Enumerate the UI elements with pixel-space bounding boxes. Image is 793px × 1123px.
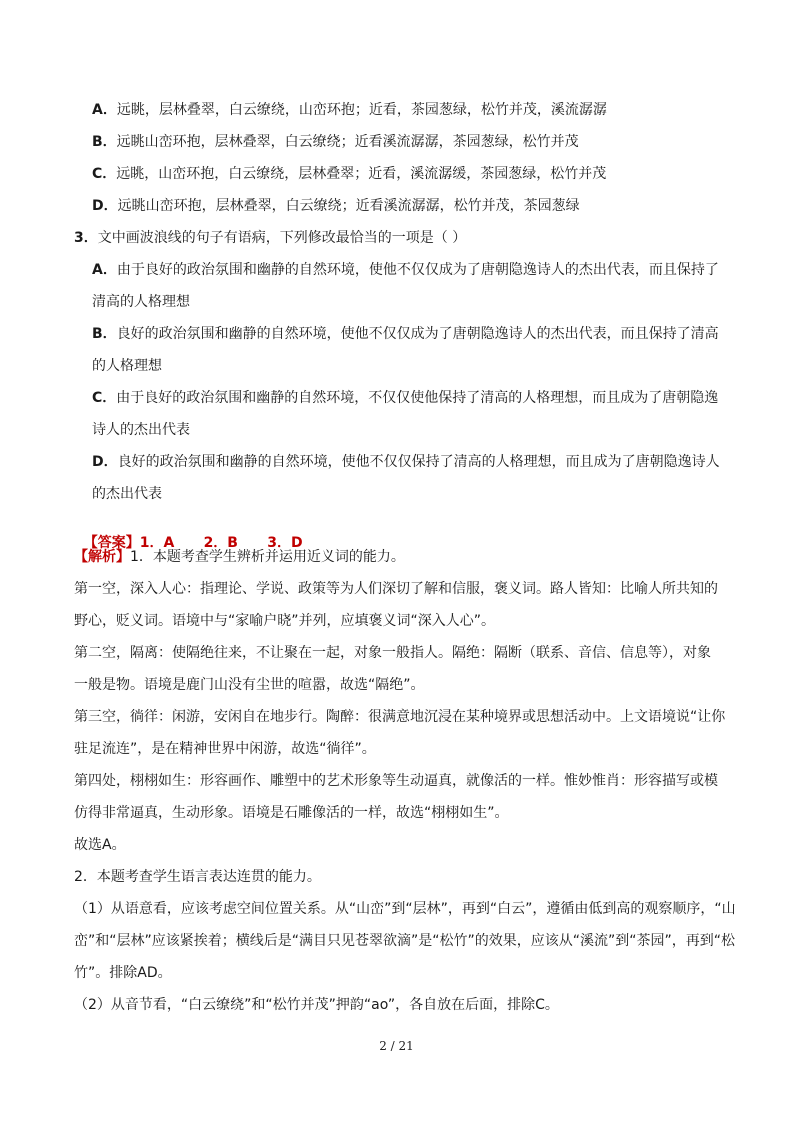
option-letter: A．	[92, 262, 117, 278]
answer-label: 【答案】	[83, 535, 140, 551]
analysis-paragraph-line: 第一空，深入人心：指理论、学说、政策等为人们深切了解和信服，褒义词。路人皆知：比喻人所共知的	[74, 581, 718, 597]
option-letter: C．	[92, 390, 117, 406]
option-letter: A．	[92, 102, 117, 118]
page-number: 2 / 21	[379, 1039, 414, 1053]
option-letter: D．	[92, 454, 118, 470]
analysis-paragraph-line: 仿得非常逼真，生动形象。语境是石雕像活的一样，故选“栩栩如生”。	[74, 805, 509, 821]
analysis-heading	[74, 548, 405, 566]
q3-option-d	[92, 453, 720, 471]
q3-option-c-cont: 诗人的杰出代表	[92, 422, 190, 438]
analysis-label: 【解析】	[74, 549, 130, 565]
analysis-paragraph-line: 一般是物。语境是鹿门山没有尘世的喧嚣，故选“隔绝”。	[74, 677, 425, 693]
option-letter: C．	[92, 166, 117, 182]
q2-analysis-line: （1）从语意看，应该考虑空间位置关系。从“山峦”到“层林”，再到“白云”，遵循由低到高的观察顺序，“山	[74, 901, 736, 917]
analysis-paragraph-line: 驻足流连”，是在精神世界中闲游，故选“徜徉”。	[74, 741, 376, 757]
question-number: 3．	[74, 230, 98, 246]
option-text: 由于良好的政治氛围和幽静的自然环境，使他不仅仅成为了唐朝隐逸诗人的杰出代表，而且保持了	[116, 262, 719, 278]
q2-option-b	[92, 133, 579, 151]
option-letter: D．	[92, 198, 118, 214]
analysis-paragraph-line: 第四处，栩栩如生：形容画作、雕塑中的艺术形象等生动逼真，就像活的一样。惟妙惟肖：形容描写或模	[74, 773, 718, 789]
q3-option-a-cont: 清高的人格理想	[92, 294, 190, 310]
answer-line	[74, 516, 303, 552]
analysis-intro: 1．本题考查学生辨析并运用近义词的能力。	[130, 549, 405, 565]
q2-analysis-line: 峦”和“层林”应该紧挨着；横线后是“满目只见苍翠欲滴”是“松竹”的效果，应该从“溪流”到“茶园”，再到“松	[74, 933, 736, 949]
analysis-paragraph-line: 第三空，徜徉：闲游，安闲自在地步行。陶醉：很满意地沉浸在某种境界或思想活动中。上文语境说“让你	[74, 709, 726, 725]
q2-option-a	[92, 101, 607, 119]
option-text: 良好的政治氛围和幽静的自然环境，使他不仅仅成为了唐朝隐逸诗人的杰出代表，而且保持了清高	[116, 326, 719, 342]
option-text: 远眺山峦环抱，层林叠翠，白云缭绕；近看溪流潺潺，松竹并茂，茶园葱绿	[117, 198, 580, 214]
option-text: 远眺山峦环抱，层林叠翠，白云缭绕；近看溪流潺潺，茶园葱绿，松竹并茂	[116, 134, 579, 150]
analysis-paragraph-line: 野心，贬义词。语境中与“家喻户晓”并列，应填褒义词“深入人心”。	[74, 613, 496, 629]
q2-option-c	[92, 165, 606, 183]
option-text: 由于良好的政治氛围和幽静的自然环境，不仅仅使他保持了清高的人格理想，而且成为了唐朝隐逸	[116, 390, 719, 406]
option-letter: B．	[92, 326, 117, 342]
option-letter: B．	[92, 134, 117, 150]
option-text: 远眺，山峦环抱，白云缭绕，层林叠翠；近看，溪流潺缓，茶园葱绿，松竹并茂	[116, 166, 607, 182]
q3-option-b	[92, 325, 719, 343]
q2-analysis-line: （2）从音节看，“白云缭绕”和“松竹并茂”押韵“ao”，各自放在后面，排除C。	[74, 997, 559, 1013]
q3-option-b-cont: 的人格理想	[92, 358, 162, 374]
option-text: 良好的政治氛围和幽静的自然环境，使他不仅仅保持了清高的人格理想，而且成为了唐朝隐逸诗人	[117, 454, 720, 470]
q3-option-c	[92, 389, 718, 407]
option-text: 远眺，层林叠翠，白云缭绕，山峦环抱；近看，茶园葱绿，松竹并茂，溪流潺潺	[116, 102, 607, 118]
q3-stem	[74, 229, 466, 247]
choose-a-line: 故选A。	[74, 837, 126, 853]
answer-text: 1．A 2．B 3．D	[139, 535, 303, 551]
q2-option-d	[92, 197, 580, 215]
q3-option-a	[92, 261, 719, 279]
q2-analysis-line: 竹”。排除AD。	[74, 965, 172, 981]
question-text: 文中画波浪线的句子有语病，下列修改最恰当的一项是（ ）	[97, 230, 467, 246]
analysis-paragraph-line: 第二空，隔离：使隔绝往来，不让聚在一起，对象一般指人。隔绝：隔断（联系、音信、信息等），对象	[74, 645, 711, 661]
q3-option-d-cont: 的杰出代表	[92, 486, 162, 502]
q2-analysis-intro: 2．本题考查学生语言表达连贯的能力。	[74, 869, 321, 885]
